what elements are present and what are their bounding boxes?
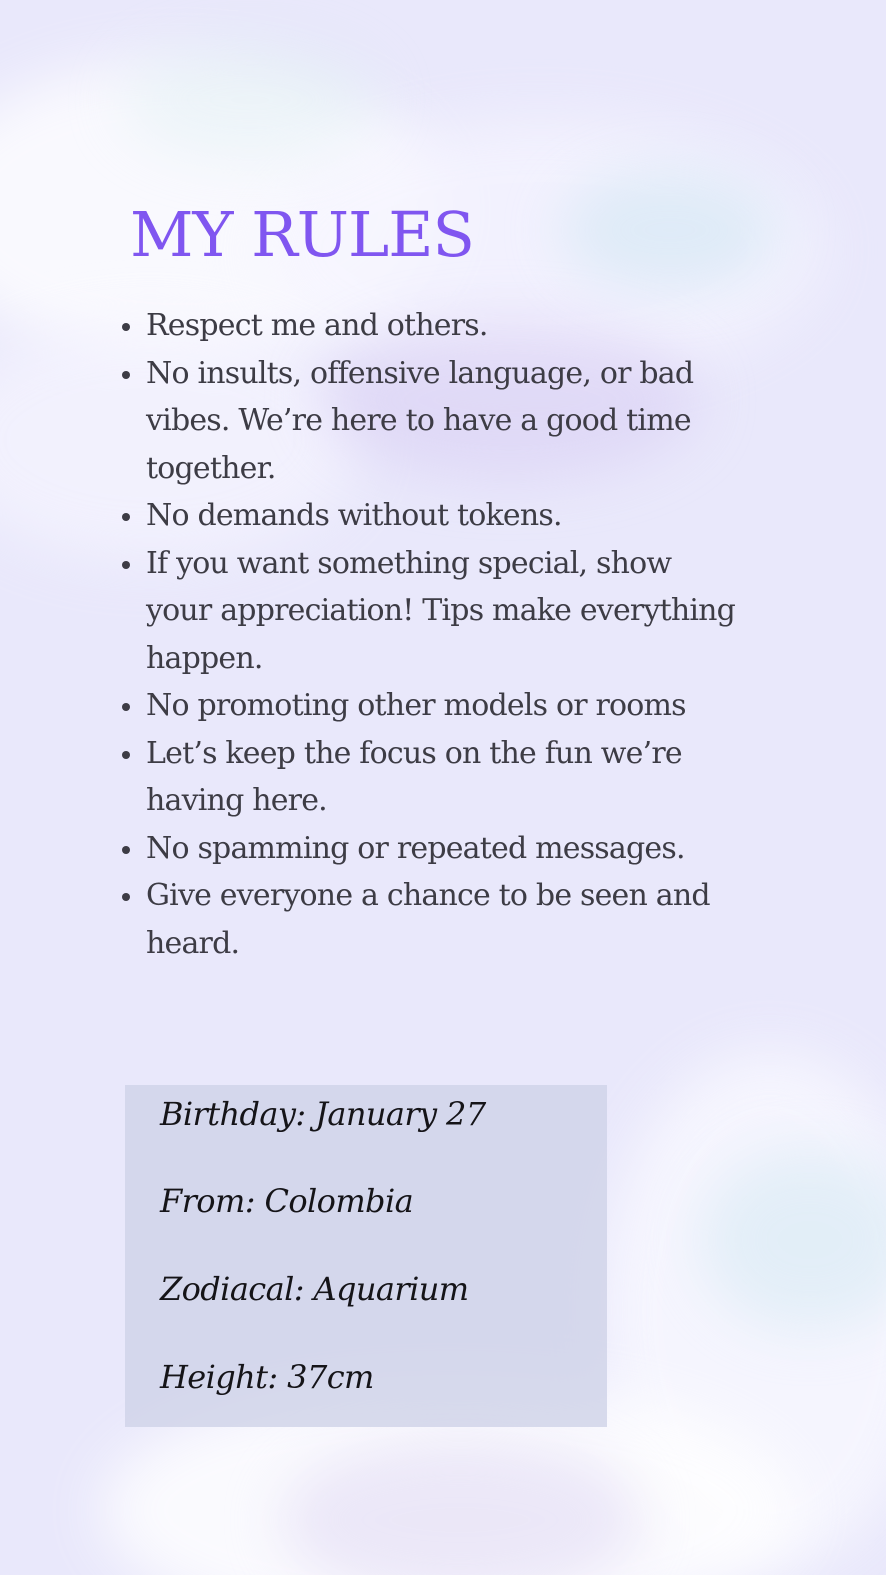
rule-item: If you want something special, show your appreciation! Tips make everything happen.	[118, 540, 738, 683]
rule-item: Respect me and others.	[118, 302, 738, 350]
rule-item: No insults, offensive language, or bad vibes. We’re here to have a good time together.	[118, 350, 738, 493]
rule-item: No spamming or repeated messages.	[118, 825, 738, 873]
zodiac-text: Zodiacal: Aquarium	[160, 1270, 469, 1308]
rule-item: No demands without tokens.	[118, 492, 738, 540]
rule-item: Give everyone a chance to be seen and heard.	[118, 872, 738, 967]
rule-item: No promoting other models or rooms	[118, 682, 738, 730]
rule-item: Let’s keep the focus on the fun we’re having here.	[118, 730, 738, 825]
profile-info-box	[125, 1085, 607, 1427]
origin-text: From: Colombia	[160, 1182, 414, 1220]
height-text: Height: 37cm	[160, 1358, 374, 1396]
page-title: MY RULES	[130, 198, 474, 271]
rules-list	[118, 302, 738, 967]
birthday-text: Birthday: January 27	[160, 1095, 486, 1133]
